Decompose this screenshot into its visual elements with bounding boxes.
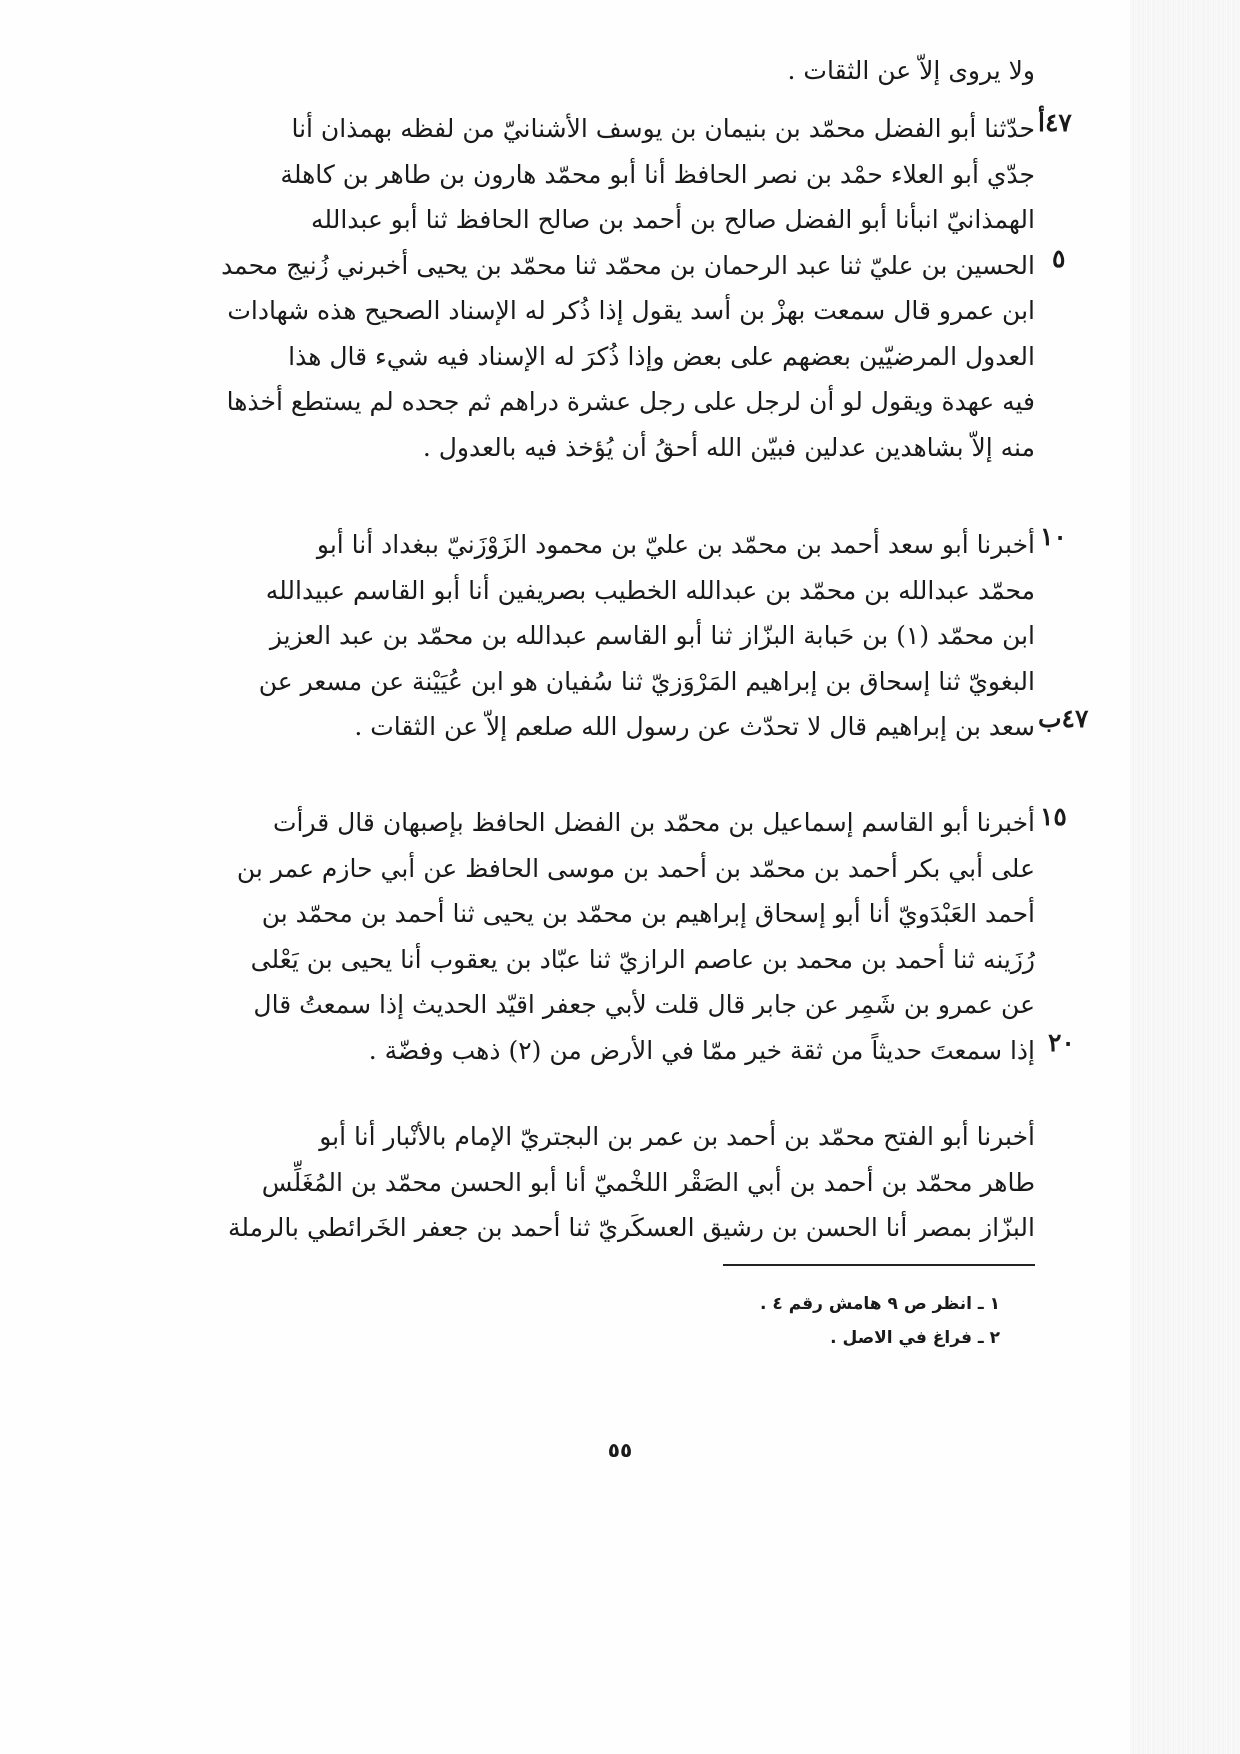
text-line: عن عمرو بن شَمِر عن جابر قال قلت لأبي جعفر اقيّد الحديث إذا سمعتُ قال [253,990,1035,1019]
text-line: ابن عمرو قال سمعت بهزْ بن أسد يقول إذا ذُكر له الإسناد الصحيح هذه شهادات [227,296,1035,325]
text-line: الهمذانيّ انبأنا أبو الفضل صالح بن أحمد بن صالح الحافظ ثنا أبو عبدالله [311,205,1035,234]
folio-marker-47b: ٤٧ب [1038,704,1089,733]
text-line: أخبرنا أبو سعد أحمد بن محمّد بن عليّ بن محمود الزَوْزَنيّ ببغداد أنا أبو [316,530,1035,559]
line-number-15: ١٥ [1040,802,1067,831]
text-line: إذا سمعتَ حديثاً من ثقة خير ممّا في الأرض من (٢) ذهب وفضّة . [368,1035,1035,1065]
line-number-5: ٥ [1052,244,1066,273]
text-line: البغويّ ثنا إسحاق بن إبراهيم المَرْوَزيّ ثنا سُفيان هو ابن عُيَيْنة عن مسعر عن [258,666,1035,696]
text-line: رُزَينه ثنا أحمد بن محمد بن عاصم الرازيّ ثنا عبّاد بن يعقوب أنا يحيى بن يَعْلى [250,944,1035,974]
text-line: ابن محمّد (١) بن حَبابة البزّاز ثنا أبو القاسم عبدالله بن محمّد بن عبد العزيز [269,621,1035,650]
paragraph-1 [100,106,1035,470]
text-line: أخبرنا أبو القاسم إسماعيل بن محمّد بن الفضل الحافظ بإصبهان قال قرأت [272,808,1035,837]
text-line: جدّي أبو العلاء حمْد بن نصر الحافظ أنا أبو محمّد هارون بن طاهر بن كاهلة [280,159,1035,189]
footnotes [500,1287,1000,1355]
text-line: أحمد العَبْدَويّ أنا أبو إسحاق إبراهيم بن محمّد بن يحيى ثنا أحمد بن محمّد بن [261,899,1035,928]
text-line: العدول المرضيّين بعضهم على بعض وإذا ذُكرَ له الإسناد فيه شيء قال هذا [288,341,1035,371]
text-line: فيه عهدة ويقول لو أن لرجل على رجل عشرة دراهم ثم جحده لم يستطع أخذها [226,387,1035,416]
footnote-2: ٢ ـ فراغ في الاصل . [830,1328,1000,1348]
paragraph-3 [100,800,1035,1073]
text-line: الحسين بن عليّ ثنا عبد الرحمان بن محمّد ثنا محمّد بن يحيى أخبرني زُنيج محمد [221,250,1035,280]
intro-line-block [100,48,1035,94]
line-number-20: ٢٠ [1048,1028,1075,1057]
text-line: طاهر محمّد بن أحمد بن أبي الصَقْر اللخْميّ أنا أبو الحسن محمّد بن المُغَلِّس [261,1167,1035,1197]
text-line: منه إلاّ بشاهدين عدلين فبيّن الله أحقُ أن يُؤخذ فيه بالعدول . [422,432,1035,462]
text-line: سعد بن إبراهيم قال لا تحدّث عن رسول الله صلعم إلاّ عن الثقات . [354,712,1035,741]
text-line: أخبرنا أبو الفتح محمّد بن أحمد بن عمر بن البجتريّ الإمام بالأنْبار أنا أبو [319,1122,1035,1151]
footnote-1: ١ ـ انظر ص ٩ هامش رقم ٤ . [760,1294,1000,1314]
text-line: حدّثنا أبو الفضل محمّد بن بنيمان بن يوسف الأشنانيّ من لفظه بهمذان أنا [291,114,1035,143]
footnote-separator [723,1264,1035,1266]
text-line: على أبي بكر أحمد بن محمّد بن أحمد بن موسى الحافظ عن أبي حازم عمر بن [236,853,1035,883]
line-number-10: ١٠ [1040,522,1067,551]
page-number: ٥٥ [607,1438,633,1462]
paragraph-4 [100,1114,1035,1251]
text-line: البزّاز بمصر أنا الحسن بن رشيق العسكَريّ ثنا أحمد بن جعفر الخَرائطي بالرملة [227,1213,1035,1242]
intro-line: ولا يروى إلاّ عن الثقات . [787,56,1035,85]
folio-marker-47a: ٤٧أ [1038,108,1072,137]
paragraph-2 [100,522,1035,750]
page-edge-texture [1130,0,1240,1754]
text-line: محمّد عبدالله بن محمّد بن عبدالله الخطيب بصريفين أنا أبو القاسم عبيدالله [265,575,1035,605]
